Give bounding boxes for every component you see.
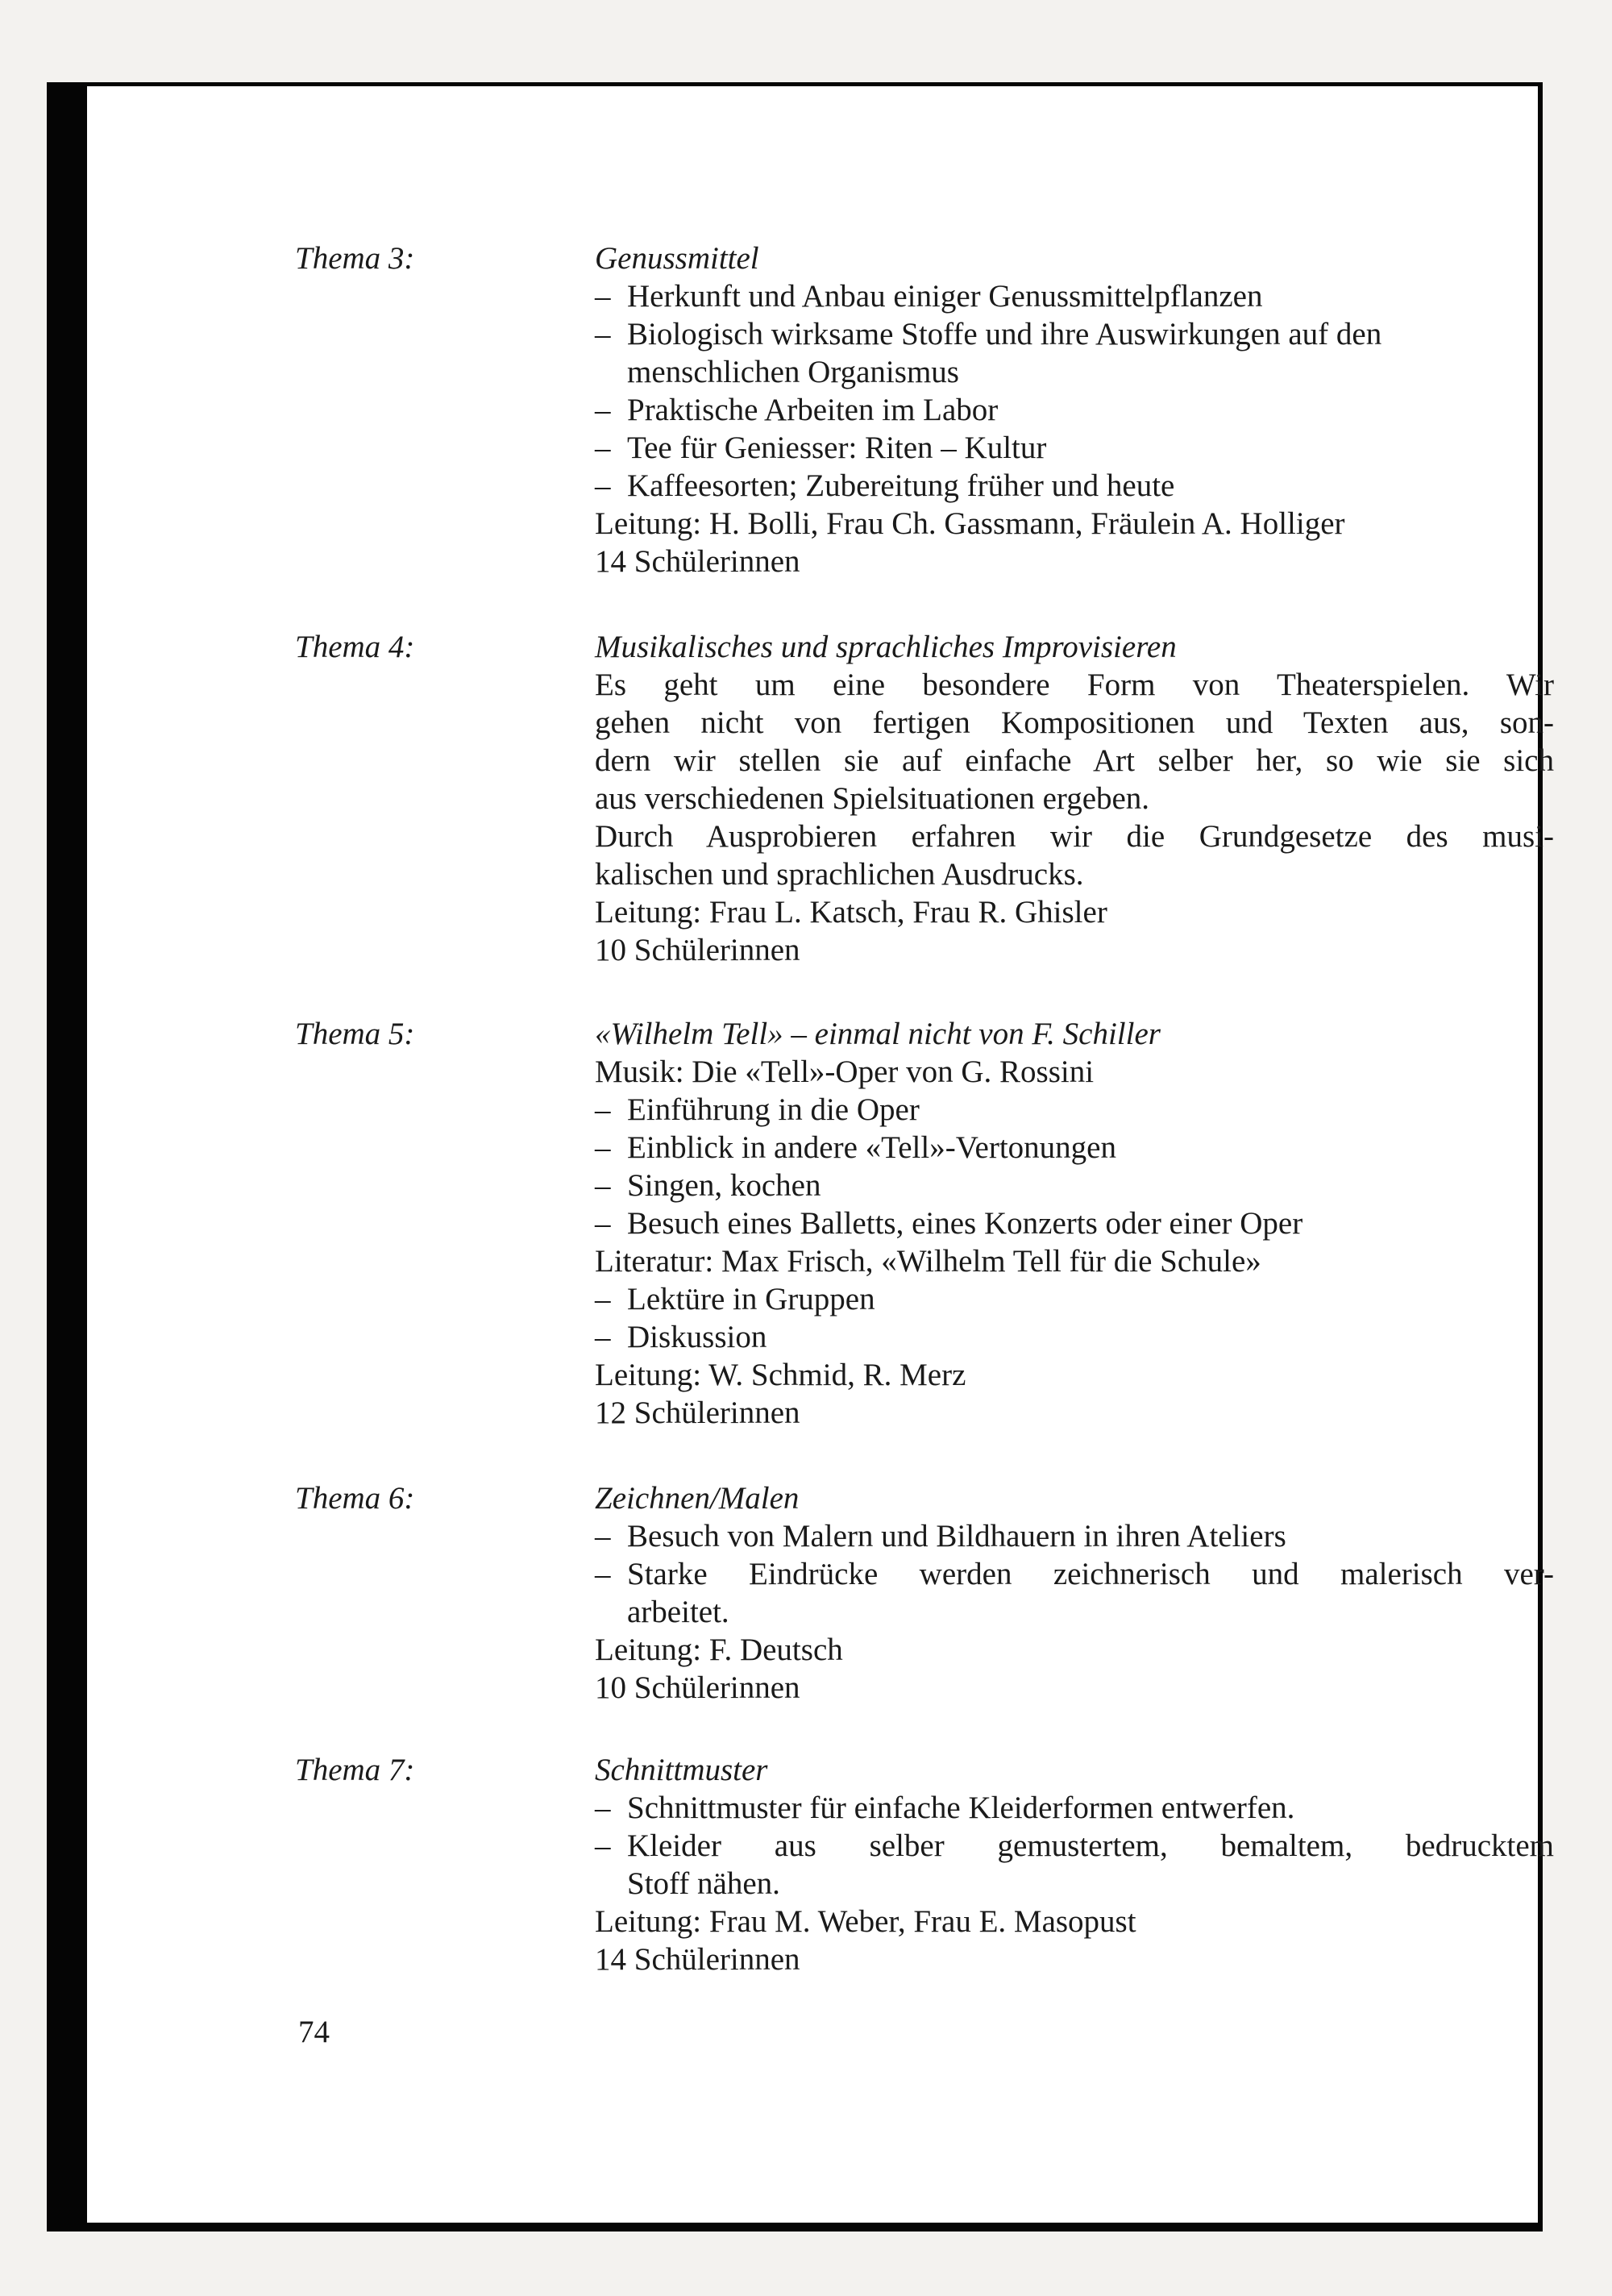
topic-content [595,239,1554,580]
bullet-item [595,1129,1554,1167]
continuation-line: menschlichen Organismus [627,355,959,389]
bullet-text: Kaffeesorten; Zubereitung früher und heute [627,468,1175,503]
bullet-text: Herkunft und Anbau einiger Genussmittelpflanzen [627,279,1263,314]
bullet-text: Einführung in die Oper [627,1092,920,1127]
continuation-line: Stoff nähen. [627,1866,780,1901]
bullet-item [595,1555,1554,1593]
bullet-dash: – [595,1519,611,1554]
bullet-text: Einblick in andere «Tell»-Vertonungen [627,1130,1116,1165]
topic-label: Thema 4: [295,630,415,664]
bullet-dash: – [595,1206,611,1241]
topic-label: Thema 7: [295,1753,415,1787]
topic-title: Genussmittel [595,241,759,276]
paragraph-line: gehen nicht von fertigen Kompositionen und Texten aus, son- [595,705,1554,740]
bullet-text: Singen, kochen [627,1168,821,1203]
text-line: Leitung: W. Schmid, R. Merz [595,1358,966,1392]
text-line: kalischen und sprachlichen Ausdrucks. [595,857,1084,892]
bullet-item [595,1204,1554,1242]
text-line: Literatur: Max Frisch, «Wilhelm Tell für die Schule» [595,1244,1261,1279]
bullet-item [595,277,1554,315]
bullet-item [595,315,1554,353]
page-number: 74 [298,2015,330,2049]
bullet-text: Praktische Arbeiten im Labor [627,393,999,427]
topic-lines [595,277,1554,580]
bullet-item [595,1827,1554,1865]
text-line: Musik: Die «Tell»-Oper von G. Rossini [595,1054,1095,1089]
bullet-text: Besuch eines Balletts, eines Konzerts oder einer Oper [627,1206,1303,1241]
bullet-dash: – [595,1791,611,1825]
text-line: Leitung: Frau M. Weber, Frau E. Masopust [595,1904,1136,1939]
bullet-text: Kleider aus selber gemustertem, bemaltem, bedrucktem [627,1828,1554,1863]
bullet-dash: – [595,1828,611,1863]
bullet-item [595,391,1554,429]
text-line: Leitung: Frau L. Katsch, Frau R. Ghisler [595,895,1107,930]
topic-lines [595,1789,1554,1978]
text-line: 10 Schülerinnen [595,1670,800,1705]
bullet-item [595,1318,1554,1356]
topic-label: Thema 6: [295,1481,415,1516]
bullet-dash: – [595,1168,611,1203]
topic-lines [595,1517,1554,1707]
bullet-text: Starke Eindrücke werden zeichnerisch und malerisch ver- [627,1557,1554,1591]
bullet-item [595,1167,1554,1204]
paragraph-line: Durch Ausprobieren erfahren wir die Grundgesetze des musi- [595,819,1554,854]
topic-lines [595,1053,1554,1432]
bullet-item [595,1091,1554,1129]
topic-content [595,628,1554,969]
topic-title: Zeichnen/Malen [595,1481,800,1516]
bullet-dash: – [595,1557,611,1591]
bullet-dash: – [595,1092,611,1127]
text-line: 14 Schülerinnen [595,544,800,579]
document-page [87,86,1554,2223]
bullet-dash: – [595,1282,611,1316]
topic-label: Thema 5: [295,1017,415,1051]
bullet-dash: – [595,430,611,465]
bullet-text: Tee für Geniesser: Riten – Kultur [627,430,1047,465]
bullet-dash: – [595,468,611,503]
topic-title: Musikalisches und sprachliches Improvisieren [595,630,1177,664]
bullet-text: Diskussion [627,1320,767,1354]
topic-title: Schnittmuster [595,1753,768,1787]
bullet-dash: – [595,1320,611,1354]
bullet-dash: – [595,317,611,351]
topic-title: «Wilhelm Tell» – einmal nicht von F. Schiller [595,1017,1161,1051]
text-line: 10 Schülerinnen [595,933,800,967]
text-line: 12 Schülerinnen [595,1395,800,1430]
bullet-item [595,1280,1554,1318]
bullet-dash: – [595,393,611,427]
topic-content [595,1751,1554,1978]
bullet-text: Schnittmuster für einfache Kleiderformen entwerfen. [627,1791,1295,1825]
bullet-text: Besuch von Malern und Bildhauern in ihren Ateliers [627,1519,1286,1554]
paragraph-line: Es geht um eine besondere Form von Theaterspielen. Wir [595,668,1554,702]
continuation-line: arbeitet. [627,1595,729,1629]
bullet-text: Biologisch wirksame Stoffe und ihre Auswirkungen auf den [627,317,1382,351]
bullet-text: Lektüre in Gruppen [627,1282,875,1316]
bullet-item [595,1789,1554,1827]
topic-content [595,1015,1554,1432]
paragraph-line: dern wir stellen sie auf einfache Art selber her, so wie sie sich [595,743,1554,778]
bullet-item [595,467,1554,505]
text-line: aus verschiedenen Spielsituationen ergeben. [595,781,1150,816]
text-line: 14 Schülerinnen [595,1942,800,1977]
bullet-dash: – [595,1130,611,1165]
text-line: Leitung: H. Bolli, Frau Ch. Gassmann, Fräulein A. Holliger [595,506,1345,541]
topic-content [595,1479,1554,1707]
bullet-item [595,429,1554,467]
topic-label: Thema 3: [295,241,415,276]
bullet-dash: – [595,279,611,314]
text-line: Leitung: F. Deutsch [595,1633,843,1667]
topic-lines [595,666,1554,969]
bullet-item [595,1517,1554,1555]
